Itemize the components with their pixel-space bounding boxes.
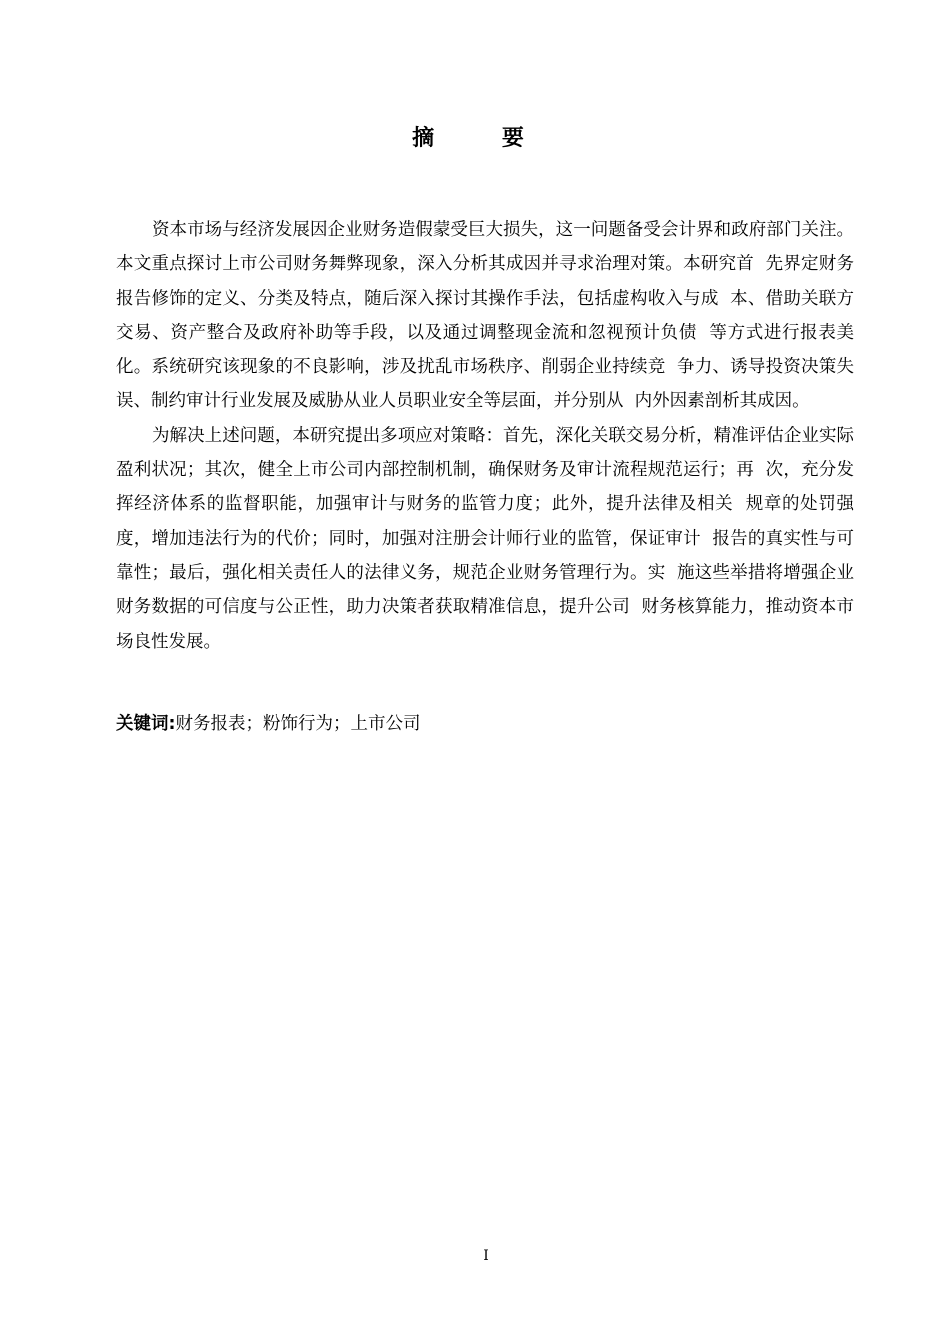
abstract-title: 摘 要 — [412, 125, 554, 151]
abstract-body — [116, 213, 854, 659]
abstract-paragraph-1: 资本市场与经济发展因企业财务造假蒙受巨大损失，这一问题备受会计界和政府部门关注。本文重点探讨上市公司财务舞弊现象，深入分析其成因并寻求治理对策。本研究首 先界定财务报告修饰的定义、分类及特点，随后深入探讨其操作手法，包括虚构收入与成 本、借助关联方交易、资产整合及政府补助等手段，以及通过调整现金流和忽视预计负债 等方式进行报表美化。系统研究该现象的不良影响，涉及扰乱市场秩序、削弱企业持续竞 争力、诱导投资决策失误、制约审计行业发展及威胁从业人员职业安全等层面，并分别从 内外因素剖析其成因。 — [116, 220, 854, 412]
keywords-text: 财务报表；粉饰行为；上市公司 — [175, 714, 421, 734]
keywords-line — [116, 708, 856, 740]
abstract-paragraph-2: 为解决上述问题，本研究提出多项应对策略：首先，深化关联交易分析，精准评估企业实际盈利状况；其次，健全上市公司内部控制机制，确保财务及审计流程规范运行；再 次，充分发挥经济体系的监督职能，加强审计与财务的监管力度；此外，提升法律及相关 规章的处罚强度，增加违法行为的代价；同时，加强对注册会计师行业的监管，保证审计 报告的真实性与可靠性；最后，强化相关责任人的法律义务，规范企业财务管理行为。实 施这些举措将增强企业财务数据的可信度与公正性，助力决策者获取精准信息，提升公司 财务核算能力，推动资本市场良性发展。 — [116, 425, 854, 652]
keywords-label: 关键词: — [116, 714, 176, 734]
page-number: I — [483, 1248, 489, 1264]
